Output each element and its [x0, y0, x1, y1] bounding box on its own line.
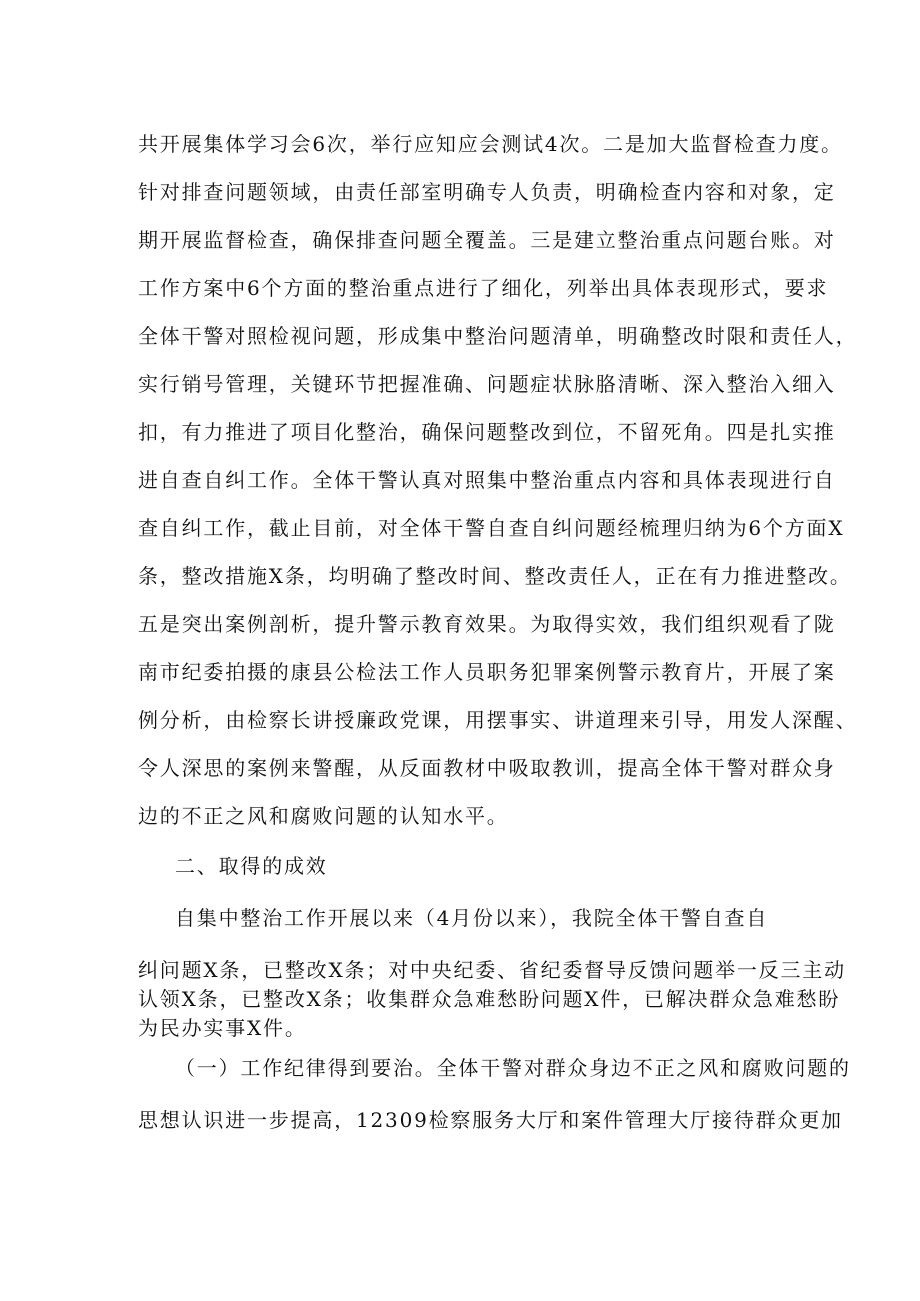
results-line: 认领X条，已整改X条；收集群众急难愁盼问题X件，已解决群众急难愁盼 [138, 987, 841, 1011]
results-line: 自集中整治工作开展以来（4月份以来），我院全体干警自查自 [175, 906, 769, 930]
paragraph-line: 例分析，由检察长讲授廉政党课，用摆事实、讲道理来引导，用发人深醒、 [138, 708, 858, 732]
results-line: 为民办实事X件。 [138, 1016, 307, 1040]
subsection-line: 思想认识进一步提高，12309检察服务大厅和案件管理大厅接待群众更加 [138, 1108, 843, 1132]
paragraph-line: 南市纪委拍摄的康县公检法工作人员职务犯罪案例警示教育片，开展了案 [138, 660, 836, 684]
paragraph-line: 条，整改措施X条，均明确了整改时间、整改责任人，正在有力推进整改。 [138, 564, 852, 588]
paragraph-line: 扣，有力推进了项目化整治，确保问题整改到位，不留死角。四是扎实推 [138, 420, 836, 444]
paragraph-line: 进自查自纠工作。全体干警认真对照集中整治重点内容和具体表现进行自 [138, 468, 836, 492]
paragraph-line: 共开展集体学习会6次，举行应知应会测试4次。二是加大监督检查力度。 [138, 132, 843, 156]
subsection-line: （一）工作纪律得到要治。全体干警对群众身边不正之风和腐败问题的 [175, 1056, 851, 1080]
paragraph-line: 五是突出案例剖析，提升警示教育效果。为取得实效，我们组织观看了陇 [138, 612, 836, 636]
paragraph-line: 期开展监督检查，确保排查问题全覆盖。三是建立整治重点问题台账。对 [138, 228, 836, 252]
paragraph-line: 工作方案中6个方面的整治重点进行了细化，列举出具体表现形式，要求 [138, 276, 829, 300]
paragraph-line: 边的不正之风和腐败问题的认知水平。 [138, 804, 509, 828]
section-heading: 二、取得的成效 [175, 854, 328, 878]
paragraph-line: 全体干警对照检视问题，形成集中整治问题清单，明确整改时限和责任人， [138, 324, 858, 348]
paragraph-line: 针对排查问题领域，由责任部室明确专人负责，明确检查内容和对象，定 [138, 180, 836, 204]
paragraph-line: 实行销号管理，关键环节把握准确、问题症状脉胳清晰、深入整治入细入 [138, 372, 836, 396]
paragraph-line: 查自纠工作，截止目前，对全体干警自查自纠问题经梳理归纳为6个方面X [138, 516, 845, 540]
results-line: 纠问题X条，已整改X条；对中央纪委、省纪委督导反馈问题举一反三主动 [138, 958, 846, 982]
paragraph-line: 令人深思的案例来警醒，从反面教材中吸取教训，提高全体干警对群众身 [138, 756, 836, 780]
